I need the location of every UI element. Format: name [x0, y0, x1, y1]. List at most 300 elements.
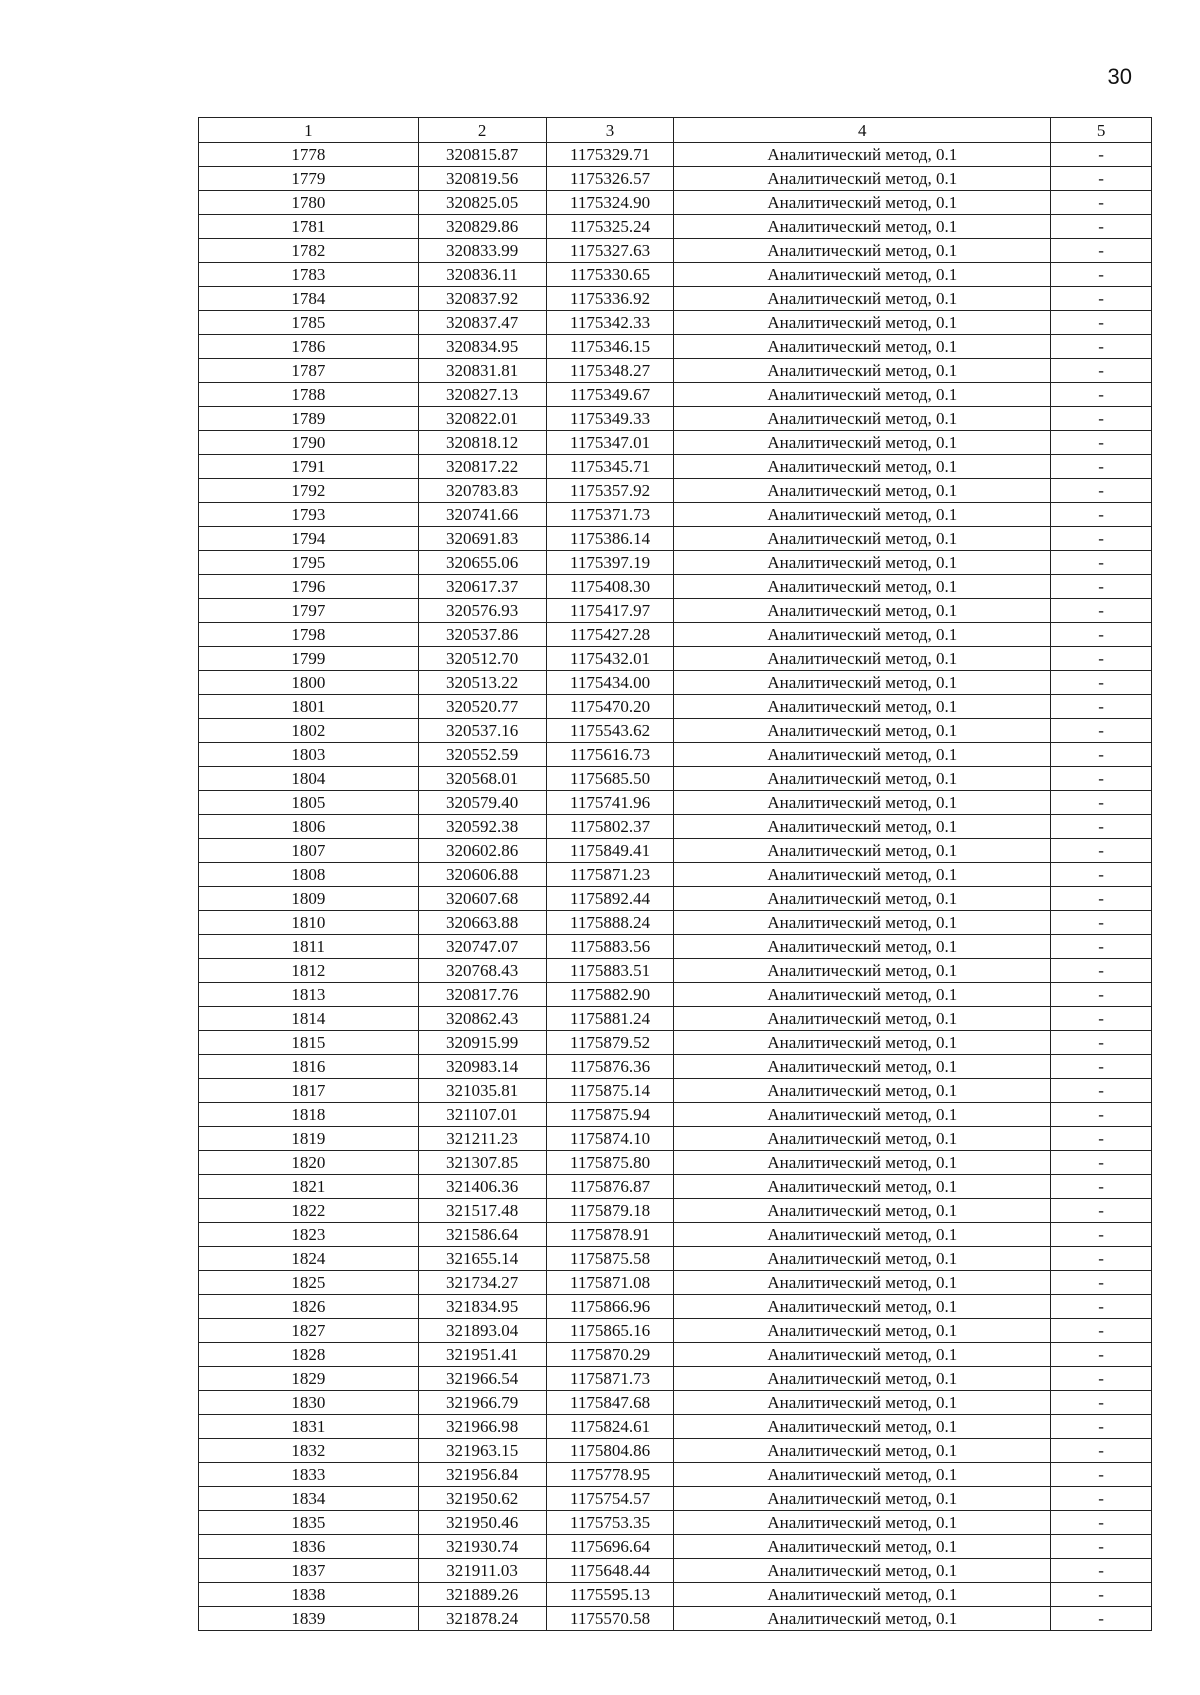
x-coordinate-cell: 320817.76: [418, 983, 546, 1007]
y-coordinate-cell: 1175849.41: [546, 839, 674, 863]
y-coordinate-cell: 1175327.63: [546, 239, 674, 263]
note-cell: -: [1051, 311, 1152, 335]
point-number-cell: 1824: [199, 1247, 419, 1271]
x-coordinate-cell: 321893.04: [418, 1319, 546, 1343]
y-coordinate-cell: 1175866.96: [546, 1295, 674, 1319]
x-coordinate-cell: 320783.83: [418, 479, 546, 503]
table-row: [199, 1487, 1152, 1511]
y-coordinate-cell: 1175888.24: [546, 911, 674, 935]
table-row: [199, 479, 1152, 503]
table-row: [199, 1439, 1152, 1463]
y-coordinate-cell: 1175417.97: [546, 599, 674, 623]
note-cell: -: [1051, 1487, 1152, 1511]
page-number: 30: [1107, 64, 1132, 89]
method-accuracy-cell: Аналитический метод, 0.1: [674, 743, 1051, 767]
method-accuracy-cell: Аналитический метод, 0.1: [674, 359, 1051, 383]
point-number-cell: 1781: [199, 215, 419, 239]
x-coordinate-cell: 320655.06: [418, 551, 546, 575]
note-cell: -: [1051, 263, 1152, 287]
point-number-cell: 1799: [199, 647, 419, 671]
point-number-cell: 1788: [199, 383, 419, 407]
method-accuracy-cell: Аналитический метод, 0.1: [674, 719, 1051, 743]
method-accuracy-cell: Аналитический метод, 0.1: [674, 1391, 1051, 1415]
method-accuracy-cell: Аналитический метод, 0.1: [674, 911, 1051, 935]
method-accuracy-cell: Аналитический метод, 0.1: [674, 1055, 1051, 1079]
method-accuracy-cell: Аналитический метод, 0.1: [674, 455, 1051, 479]
table-row: [199, 311, 1152, 335]
point-number-cell: 1817: [199, 1079, 419, 1103]
point-number-cell: 1778: [199, 143, 419, 167]
note-cell: -: [1051, 1031, 1152, 1055]
point-number-cell: 1813: [199, 983, 419, 1007]
table-row: [199, 527, 1152, 551]
table-row: [199, 1559, 1152, 1583]
method-accuracy-cell: Аналитический метод, 0.1: [674, 983, 1051, 1007]
point-number-cell: 1819: [199, 1127, 419, 1151]
table-row: [199, 1223, 1152, 1247]
method-accuracy-cell: Аналитический метод, 0.1: [674, 503, 1051, 527]
x-coordinate-cell: 320822.01: [418, 407, 546, 431]
method-accuracy-cell: Аналитический метод, 0.1: [674, 1583, 1051, 1607]
point-number-cell: 1803: [199, 743, 419, 767]
note-cell: -: [1051, 1415, 1152, 1439]
note-cell: -: [1051, 1247, 1152, 1271]
method-accuracy-cell: Аналитический метод, 0.1: [674, 1415, 1051, 1439]
note-cell: -: [1051, 1559, 1152, 1583]
method-accuracy-cell: Аналитический метод, 0.1: [674, 647, 1051, 671]
note-cell: -: [1051, 1127, 1152, 1151]
point-number-cell: 1809: [199, 887, 419, 911]
table-row: [199, 1247, 1152, 1271]
point-number-cell: 1837: [199, 1559, 419, 1583]
x-coordinate-cell: 320831.81: [418, 359, 546, 383]
method-accuracy-cell: Аналитический метод, 0.1: [674, 1175, 1051, 1199]
note-cell: -: [1051, 431, 1152, 455]
point-number-cell: 1793: [199, 503, 419, 527]
note-cell: -: [1051, 1055, 1152, 1079]
point-number-cell: 1834: [199, 1487, 419, 1511]
x-coordinate-cell: 321950.62: [418, 1487, 546, 1511]
point-number-cell: 1805: [199, 791, 419, 815]
note-cell: -: [1051, 911, 1152, 935]
y-coordinate-cell: 1175778.95: [546, 1463, 674, 1487]
x-coordinate-cell: 320568.01: [418, 767, 546, 791]
point-number-cell: 1839: [199, 1607, 419, 1631]
y-coordinate-cell: 1175616.73: [546, 743, 674, 767]
table-row: [199, 863, 1152, 887]
method-accuracy-cell: Аналитический метод, 0.1: [674, 239, 1051, 263]
table-row: [199, 1607, 1152, 1631]
x-coordinate-cell: 320817.22: [418, 455, 546, 479]
point-number-cell: 1816: [199, 1055, 419, 1079]
table-row: [199, 1127, 1152, 1151]
point-number-cell: 1798: [199, 623, 419, 647]
x-coordinate-cell: 320915.99: [418, 1031, 546, 1055]
point-number-cell: 1789: [199, 407, 419, 431]
table-row: [199, 1007, 1152, 1031]
method-accuracy-cell: Аналитический метод, 0.1: [674, 1247, 1051, 1271]
method-accuracy-cell: Аналитический метод, 0.1: [674, 839, 1051, 863]
point-number-cell: 1825: [199, 1271, 419, 1295]
method-accuracy-cell: Аналитический метод, 0.1: [674, 959, 1051, 983]
x-coordinate-cell: 320819.56: [418, 167, 546, 191]
method-accuracy-cell: Аналитический метод, 0.1: [674, 1271, 1051, 1295]
note-cell: -: [1051, 1367, 1152, 1391]
point-number-cell: 1791: [199, 455, 419, 479]
point-number-cell: 1836: [199, 1535, 419, 1559]
method-accuracy-cell: Аналитический метод, 0.1: [674, 263, 1051, 287]
y-coordinate-cell: 1175470.20: [546, 695, 674, 719]
point-number-cell: 1835: [199, 1511, 419, 1535]
y-coordinate-cell: 1175543.62: [546, 719, 674, 743]
point-number-cell: 1818: [199, 1103, 419, 1127]
note-cell: -: [1051, 719, 1152, 743]
x-coordinate-cell: 320862.43: [418, 1007, 546, 1031]
x-coordinate-cell: 320592.38: [418, 815, 546, 839]
y-coordinate-cell: 1175330.65: [546, 263, 674, 287]
table-row: [199, 1103, 1152, 1127]
method-accuracy-cell: Аналитический метод, 0.1: [674, 191, 1051, 215]
point-number-cell: 1804: [199, 767, 419, 791]
method-accuracy-cell: Аналитический метод, 0.1: [674, 863, 1051, 887]
note-cell: -: [1051, 407, 1152, 431]
method-accuracy-cell: Аналитический метод, 0.1: [674, 143, 1051, 167]
table-row: [199, 839, 1152, 863]
note-cell: -: [1051, 167, 1152, 191]
x-coordinate-cell: 321889.26: [418, 1583, 546, 1607]
x-coordinate-cell: 321963.15: [418, 1439, 546, 1463]
y-coordinate-cell: 1175741.96: [546, 791, 674, 815]
table-row: [199, 959, 1152, 983]
x-coordinate-cell: 320768.43: [418, 959, 546, 983]
table-row: [199, 935, 1152, 959]
x-coordinate-cell: 320818.12: [418, 431, 546, 455]
point-number-cell: 1783: [199, 263, 419, 287]
method-accuracy-cell: Аналитический метод, 0.1: [674, 1295, 1051, 1319]
note-cell: -: [1051, 1535, 1152, 1559]
table-row: [199, 671, 1152, 695]
x-coordinate-cell: 321966.98: [418, 1415, 546, 1439]
point-number-cell: 1786: [199, 335, 419, 359]
point-number-cell: 1802: [199, 719, 419, 743]
x-coordinate-cell: 320537.16: [418, 719, 546, 743]
table-row: [199, 743, 1152, 767]
table-body: [199, 143, 1152, 1631]
note-cell: -: [1051, 1079, 1152, 1103]
point-number-cell: 1830: [199, 1391, 419, 1415]
table-header: [199, 118, 1152, 143]
point-number-cell: 1806: [199, 815, 419, 839]
method-accuracy-cell: Аналитический метод, 0.1: [674, 1511, 1051, 1535]
table-row: [199, 911, 1152, 935]
y-coordinate-cell: 1175347.01: [546, 431, 674, 455]
table-row: [199, 1463, 1152, 1487]
note-cell: -: [1051, 479, 1152, 503]
x-coordinate-cell: 321951.41: [418, 1343, 546, 1367]
table-row: [199, 167, 1152, 191]
y-coordinate-cell: 1175348.27: [546, 359, 674, 383]
note-cell: -: [1051, 671, 1152, 695]
table-row: [199, 887, 1152, 911]
y-coordinate-cell: 1175427.28: [546, 623, 674, 647]
y-coordinate-cell: 1175824.61: [546, 1415, 674, 1439]
note-cell: -: [1051, 191, 1152, 215]
point-number-cell: 1832: [199, 1439, 419, 1463]
y-coordinate-cell: 1175336.92: [546, 287, 674, 311]
x-coordinate-cell: 321956.84: [418, 1463, 546, 1487]
y-coordinate-cell: 1175753.35: [546, 1511, 674, 1535]
table-row: [199, 1199, 1152, 1223]
y-coordinate-cell: 1175871.23: [546, 863, 674, 887]
y-coordinate-cell: 1175881.24: [546, 1007, 674, 1031]
table-row: [199, 1415, 1152, 1439]
x-coordinate-cell: 321950.46: [418, 1511, 546, 1535]
table-row: [199, 983, 1152, 1007]
method-accuracy-cell: Аналитический метод, 0.1: [674, 1223, 1051, 1247]
table-row: [199, 335, 1152, 359]
y-coordinate-cell: 1175408.30: [546, 575, 674, 599]
y-coordinate-cell: 1175875.58: [546, 1247, 674, 1271]
x-coordinate-cell: 320513.22: [418, 671, 546, 695]
y-coordinate-cell: 1175865.16: [546, 1319, 674, 1343]
x-coordinate-cell: 320520.77: [418, 695, 546, 719]
y-coordinate-cell: 1175871.73: [546, 1367, 674, 1391]
method-accuracy-cell: Аналитический метод, 0.1: [674, 383, 1051, 407]
x-coordinate-cell: 321878.24: [418, 1607, 546, 1631]
table-row: [199, 575, 1152, 599]
note-cell: -: [1051, 1175, 1152, 1199]
method-accuracy-cell: Аналитический метод, 0.1: [674, 1151, 1051, 1175]
point-number-cell: 1810: [199, 911, 419, 935]
table-row: [199, 407, 1152, 431]
note-cell: -: [1051, 1463, 1152, 1487]
x-coordinate-cell: 320537.86: [418, 623, 546, 647]
y-coordinate-cell: 1175324.90: [546, 191, 674, 215]
point-number-cell: 1780: [199, 191, 419, 215]
note-cell: -: [1051, 575, 1152, 599]
note-cell: -: [1051, 1199, 1152, 1223]
header-col-3: 3: [546, 118, 674, 143]
note-cell: -: [1051, 887, 1152, 911]
x-coordinate-cell: 320576.93: [418, 599, 546, 623]
method-accuracy-cell: Аналитический метод, 0.1: [674, 671, 1051, 695]
table-row: [199, 503, 1152, 527]
note-cell: -: [1051, 935, 1152, 959]
point-number-cell: 1820: [199, 1151, 419, 1175]
x-coordinate-cell: 320837.92: [418, 287, 546, 311]
method-accuracy-cell: Аналитический метод, 0.1: [674, 695, 1051, 719]
x-coordinate-cell: 320834.95: [418, 335, 546, 359]
note-cell: -: [1051, 143, 1152, 167]
table-row: [199, 1079, 1152, 1103]
x-coordinate-cell: 321035.81: [418, 1079, 546, 1103]
point-number-cell: 1827: [199, 1319, 419, 1343]
table-row: [199, 791, 1152, 815]
table-row: [199, 1271, 1152, 1295]
x-coordinate-cell: 320691.83: [418, 527, 546, 551]
method-accuracy-cell: Аналитический метод, 0.1: [674, 431, 1051, 455]
x-coordinate-cell: 320833.99: [418, 239, 546, 263]
y-coordinate-cell: 1175570.58: [546, 1607, 674, 1631]
table-row: [199, 815, 1152, 839]
table-row: [199, 551, 1152, 575]
note-cell: -: [1051, 1319, 1152, 1343]
table-row: [199, 767, 1152, 791]
method-accuracy-cell: Аналитический метод, 0.1: [674, 1367, 1051, 1391]
note-cell: -: [1051, 599, 1152, 623]
method-accuracy-cell: Аналитический метод, 0.1: [674, 815, 1051, 839]
table-row: [199, 1535, 1152, 1559]
point-number-cell: 1792: [199, 479, 419, 503]
x-coordinate-cell: 320663.88: [418, 911, 546, 935]
x-coordinate-cell: 320827.13: [418, 383, 546, 407]
note-cell: -: [1051, 215, 1152, 239]
point-number-cell: 1796: [199, 575, 419, 599]
x-coordinate-cell: 321517.48: [418, 1199, 546, 1223]
note-cell: -: [1051, 239, 1152, 263]
table-row: [199, 695, 1152, 719]
method-accuracy-cell: Аналитический метод, 0.1: [674, 1607, 1051, 1631]
method-accuracy-cell: Аналитический метод, 0.1: [674, 1535, 1051, 1559]
method-accuracy-cell: Аналитический метод, 0.1: [674, 887, 1051, 911]
y-coordinate-cell: 1175696.64: [546, 1535, 674, 1559]
x-coordinate-cell: 321406.36: [418, 1175, 546, 1199]
x-coordinate-cell: 321107.01: [418, 1103, 546, 1127]
note-cell: -: [1051, 1271, 1152, 1295]
table-row: [199, 1151, 1152, 1175]
y-coordinate-cell: 1175804.86: [546, 1439, 674, 1463]
table-row: [199, 1511, 1152, 1535]
table-row: [199, 647, 1152, 671]
point-number-cell: 1785: [199, 311, 419, 335]
note-cell: -: [1051, 839, 1152, 863]
method-accuracy-cell: Аналитический метод, 0.1: [674, 1031, 1051, 1055]
y-coordinate-cell: 1175325.24: [546, 215, 674, 239]
method-accuracy-cell: Аналитический метод, 0.1: [674, 551, 1051, 575]
point-number-cell: 1811: [199, 935, 419, 959]
y-coordinate-cell: 1175342.33: [546, 311, 674, 335]
method-accuracy-cell: Аналитический метод, 0.1: [674, 623, 1051, 647]
x-coordinate-cell: 320825.05: [418, 191, 546, 215]
x-coordinate-cell: 320837.47: [418, 311, 546, 335]
note-cell: -: [1051, 1583, 1152, 1607]
x-coordinate-cell: 320983.14: [418, 1055, 546, 1079]
x-coordinate-cell: 320617.37: [418, 575, 546, 599]
x-coordinate-cell: 320512.70: [418, 647, 546, 671]
point-number-cell: 1814: [199, 1007, 419, 1031]
note-cell: -: [1051, 455, 1152, 479]
y-coordinate-cell: 1175349.33: [546, 407, 674, 431]
method-accuracy-cell: Аналитический метод, 0.1: [674, 575, 1051, 599]
table-row: [199, 1391, 1152, 1415]
table-row: [199, 1031, 1152, 1055]
method-accuracy-cell: Аналитический метод, 0.1: [674, 527, 1051, 551]
y-coordinate-cell: 1175432.01: [546, 647, 674, 671]
point-number-cell: 1800: [199, 671, 419, 695]
x-coordinate-cell: 320606.88: [418, 863, 546, 887]
table-row: [199, 1175, 1152, 1199]
point-number-cell: 1797: [199, 599, 419, 623]
method-accuracy-cell: Аналитический метод, 0.1: [674, 599, 1051, 623]
note-cell: -: [1051, 695, 1152, 719]
y-coordinate-cell: 1175892.44: [546, 887, 674, 911]
note-cell: -: [1051, 551, 1152, 575]
point-number-cell: 1831: [199, 1415, 419, 1439]
table-row: [199, 431, 1152, 455]
y-coordinate-cell: 1175883.56: [546, 935, 674, 959]
note-cell: -: [1051, 335, 1152, 359]
point-number-cell: 1807: [199, 839, 419, 863]
method-accuracy-cell: Аналитический метод, 0.1: [674, 1439, 1051, 1463]
header-col-1: 1: [199, 118, 419, 143]
table-row: [199, 215, 1152, 239]
y-coordinate-cell: 1175386.14: [546, 527, 674, 551]
y-coordinate-cell: 1175875.80: [546, 1151, 674, 1175]
method-accuracy-cell: Аналитический метод, 0.1: [674, 1199, 1051, 1223]
method-accuracy-cell: Аналитический метод, 0.1: [674, 1007, 1051, 1031]
y-coordinate-cell: 1175876.36: [546, 1055, 674, 1079]
note-cell: -: [1051, 1607, 1152, 1631]
method-accuracy-cell: Аналитический метод, 0.1: [674, 791, 1051, 815]
note-cell: -: [1051, 1151, 1152, 1175]
x-coordinate-cell: 320836.11: [418, 263, 546, 287]
y-coordinate-cell: 1175883.51: [546, 959, 674, 983]
x-coordinate-cell: 321930.74: [418, 1535, 546, 1559]
note-cell: -: [1051, 647, 1152, 671]
point-number-cell: 1790: [199, 431, 419, 455]
table-row: [199, 143, 1152, 167]
y-coordinate-cell: 1175879.52: [546, 1031, 674, 1055]
method-accuracy-cell: Аналитический метод, 0.1: [674, 335, 1051, 359]
point-number-cell: 1826: [199, 1295, 419, 1319]
note-cell: -: [1051, 1391, 1152, 1415]
note-cell: -: [1051, 863, 1152, 887]
y-coordinate-cell: 1175882.90: [546, 983, 674, 1007]
x-coordinate-cell: 321734.27: [418, 1271, 546, 1295]
x-coordinate-cell: 321966.79: [418, 1391, 546, 1415]
x-coordinate-cell: 321307.85: [418, 1151, 546, 1175]
note-cell: -: [1051, 767, 1152, 791]
y-coordinate-cell: 1175875.14: [546, 1079, 674, 1103]
note-cell: -: [1051, 791, 1152, 815]
method-accuracy-cell: Аналитический метод, 0.1: [674, 1103, 1051, 1127]
point-number-cell: 1829: [199, 1367, 419, 1391]
point-number-cell: 1808: [199, 863, 419, 887]
point-number-cell: 1801: [199, 695, 419, 719]
note-cell: -: [1051, 383, 1152, 407]
method-accuracy-cell: Аналитический метод, 0.1: [674, 1343, 1051, 1367]
method-accuracy-cell: Аналитический метод, 0.1: [674, 311, 1051, 335]
method-accuracy-cell: Аналитический метод, 0.1: [674, 767, 1051, 791]
x-coordinate-cell: 321911.03: [418, 1559, 546, 1583]
note-cell: -: [1051, 815, 1152, 839]
y-coordinate-cell: 1175879.18: [546, 1199, 674, 1223]
method-accuracy-cell: Аналитический метод, 0.1: [674, 1487, 1051, 1511]
table-row: [199, 1583, 1152, 1607]
point-number-cell: 1787: [199, 359, 419, 383]
note-cell: -: [1051, 287, 1152, 311]
note-cell: -: [1051, 1223, 1152, 1247]
point-number-cell: 1821: [199, 1175, 419, 1199]
y-coordinate-cell: 1175434.00: [546, 671, 674, 695]
coordinates-table: [198, 117, 1152, 1631]
note-cell: -: [1051, 743, 1152, 767]
x-coordinate-cell: 320741.66: [418, 503, 546, 527]
x-coordinate-cell: 321211.23: [418, 1127, 546, 1151]
note-cell: -: [1051, 1511, 1152, 1535]
method-accuracy-cell: Аналитический метод, 0.1: [674, 1463, 1051, 1487]
note-cell: -: [1051, 959, 1152, 983]
